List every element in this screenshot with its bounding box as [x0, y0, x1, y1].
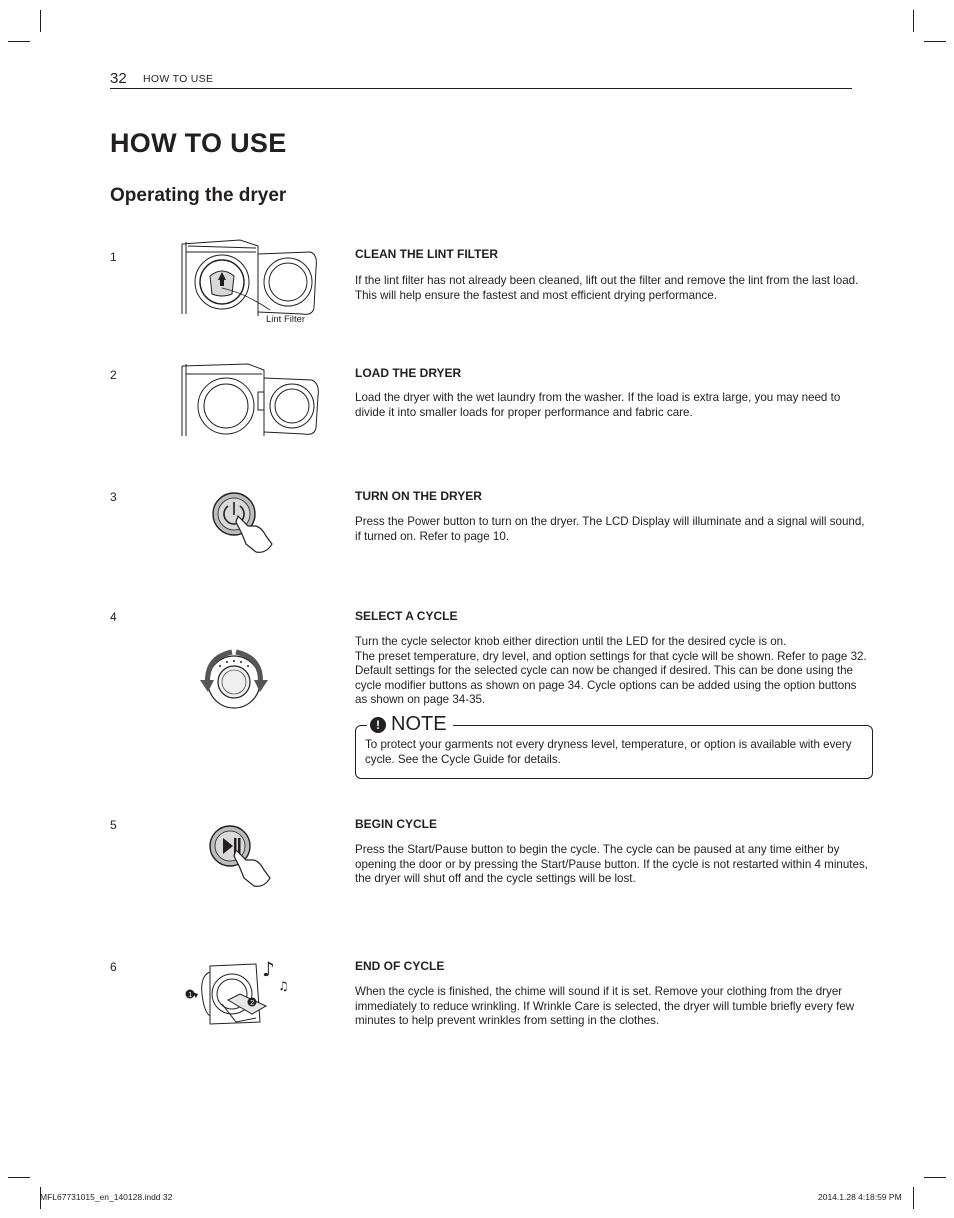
crop-mark: [913, 1187, 914, 1209]
note-title: NOTE: [391, 713, 447, 735]
step-heading: BEGIN CYCLE: [355, 817, 438, 831]
page-number: 32: [110, 70, 127, 87]
step-body-line: Turn the cycle selector knob either direction until the LED for the desired cycle is on.: [355, 635, 787, 648]
figure-caption: Lint Filter: [266, 314, 306, 325]
step-body: When the cycle is finished, the chime will sound if it is set. Remove your clothing from the dryer immediately to reduce wrinkling. If Wrinkle Care is selected, the dryer will tumble briefly every few minutes to help prevent wrinkles from setting in the clothes.: [355, 985, 855, 1027]
crop-mark: [913, 10, 914, 32]
crop-mark: [924, 41, 946, 42]
step-number: 6: [110, 960, 117, 974]
step-body: [355, 635, 871, 708]
note-text: To protect your garments not every dryness level, temperature, or option is available with every cycle. See the Cycle Guide for details.: [365, 738, 852, 766]
step-heading: END OF CYCLE: [355, 959, 445, 973]
note-heading: [367, 713, 453, 736]
step-heading: TURN ON THE DRYER: [355, 489, 482, 503]
dryer-lint-filter-icon: [170, 238, 330, 325]
start-pause-press-icon: [170, 820, 290, 895]
page-title: HOW TO USE: [110, 128, 287, 158]
step-body: If the lint filter has not already been cleaned, lift out the filter and remove the lint from the last load. This will help ensure the fastest and most efficient drying performance.: [355, 274, 859, 302]
step-heading: CLEAN THE LINT FILTER: [355, 247, 499, 261]
step-number: 1: [110, 250, 117, 264]
step-number: 5: [110, 818, 117, 832]
cycle-knob-icon: [170, 648, 290, 715]
marker-2: 2: [250, 1000, 255, 1007]
step-body-line: The preset temperature, dry level, and option settings for that cycle will be shown. Refer to page 32. Default settings for the selected cycle can now be changed if desired. This can be done using the cycle modifier buttons as shown on page 34. Cycle options can be added using the option buttons as shown on page 34-35.: [355, 649, 867, 706]
step-body: Press the Power button to turn on the dryer. The LCD Display will illuminate and a signal will sound, if turned on. Refer to page 10.: [355, 515, 865, 543]
power-button-press-icon: [170, 490, 290, 561]
running-header: HOW TO USE: [143, 73, 214, 85]
music-note-small-icon: ♫: [278, 979, 289, 993]
step-body: Load the dryer with the wet laundry from the washer. If the load is extra large, you may need to divide it into smaller loads for proper performance and fabric care.: [355, 391, 841, 419]
crop-mark: [40, 10, 41, 32]
dryer-open-door-icon: [170, 362, 330, 447]
section-title: Operating the dryer: [110, 185, 287, 206]
crop-mark: [924, 1177, 946, 1178]
crop-mark: [8, 1177, 30, 1178]
footer-file-slug: MFL67731015_en_140128.indd 32: [40, 1192, 173, 1202]
marker-1: 1: [188, 992, 193, 999]
footer-timestamp: 2014.1.28 4:18:59 PM: [818, 1192, 902, 1202]
step-number: 4: [110, 610, 117, 624]
step-number: 3: [110, 490, 117, 504]
crop-mark: [8, 41, 30, 42]
exclamation-icon: !: [370, 717, 386, 733]
step-body: Press the Start/Pause button to begin the cycle. The cycle can be paused at any time either by opening the door or by pressing the Start/Pause button. If the cycle is not restarted within 4 minutes, the dryer will shut off and the cycle settings will be lost.: [355, 843, 868, 885]
step-heading: SELECT A CYCLE: [355, 609, 458, 623]
music-note-icon: ♪: [262, 957, 275, 981]
step-number: 2: [110, 368, 117, 382]
unload-dryer-chime-icon: [170, 956, 300, 1033]
header-rule: [110, 88, 852, 89]
step-heading: LOAD THE DRYER: [355, 366, 462, 380]
